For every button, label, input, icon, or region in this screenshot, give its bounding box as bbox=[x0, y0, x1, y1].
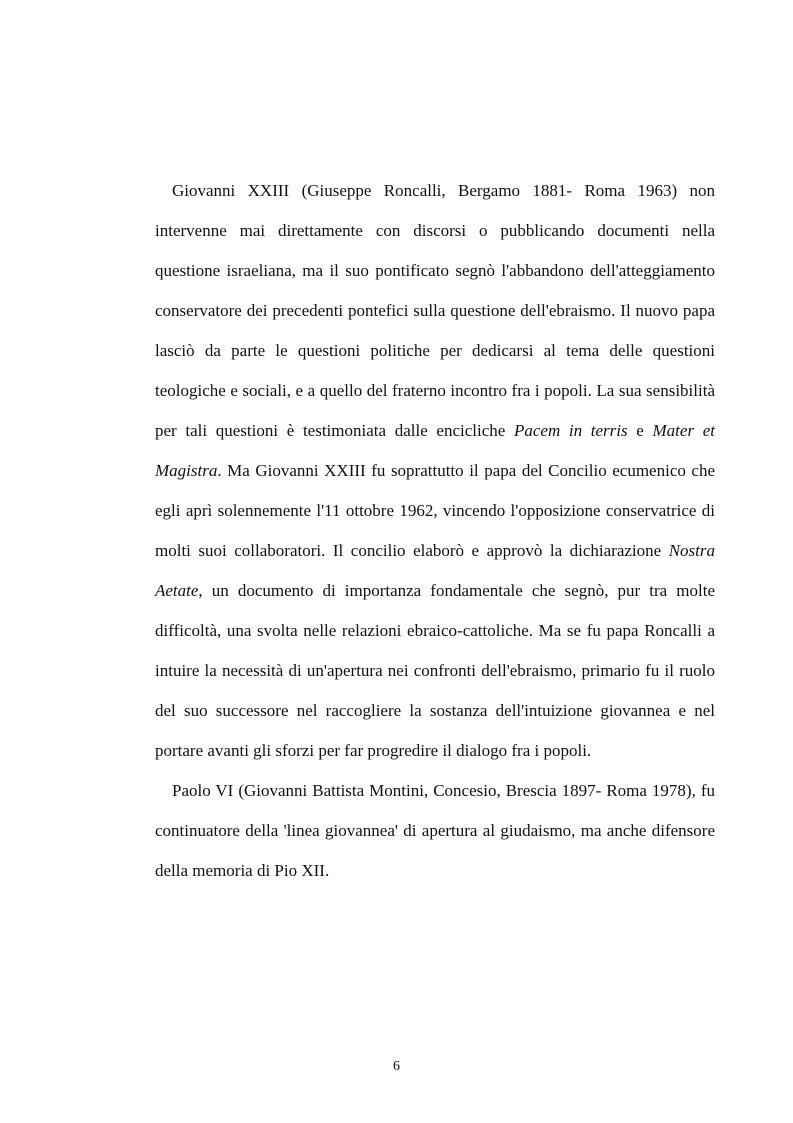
paragraph-giovanni-xxiii bbox=[155, 171, 715, 771]
encyclical-title: Pacem in terris bbox=[513, 421, 628, 440]
declaration-title: Nostra Aetate bbox=[155, 541, 715, 600]
text-run: e bbox=[627, 421, 653, 440]
text-run: Paolo VI (Giovanni Battista Montini, Concesio, Brescia 1897- Roma 1978), fu continuatore della 'linea giovannea' di apertura al giudaismo, ma anche difensore della memoria di Pio XII. bbox=[155, 781, 715, 880]
text-run: , un documento di importanza fondamentale che segnò, pur tra molte difficoltà, una svolta nelle relazioni ebraico-cattoliche. Ma se fu papa Roncalli a intuire la necessità di un'apertura nei confronti dell'ebraismo, primario fu il ruolo del suo successore nel raccogliere la sostanza dell'intuizione giovannea e nel portare avanti gli sforzi per far progredire il dialogo fra i popoli. bbox=[155, 581, 715, 760]
page-number: 6 bbox=[393, 1059, 400, 1074]
document-body bbox=[155, 171, 715, 891]
paragraph-paolo-vi bbox=[155, 771, 715, 891]
encyclical-title: Mater et Magistra bbox=[155, 421, 715, 480]
text-run: Giovanni XXIII (Giuseppe Roncalli, Bergamo 1881- Roma 1963) non intervenne mai direttamente con discorsi o pubblicando documenti nella questione israeliana, ma il suo pontificato segnò l'abbandono dell'atteggiamento conservatore dei precedenti pontefici sulla questione dell'ebraismo. Il nuovo papa lasciò da parte le questioni politiche per dedicarsi al tema delle questioni teologiche e sociali, e a quello del fraterno incontro fra i popoli. La sua sensibilità per tali questioni è testimoniata dalle encicliche bbox=[155, 181, 715, 440]
text-run: . Ma Giovanni XXIII fu soprattutto il papa del Concilio ecumenico che egli aprì solennemente l'11 ottobre 1962, vincendo l'opposizione conservatrice di molti suoi collaboratori. Il concilio elaborò e approvò la dichiarazione bbox=[155, 461, 715, 560]
